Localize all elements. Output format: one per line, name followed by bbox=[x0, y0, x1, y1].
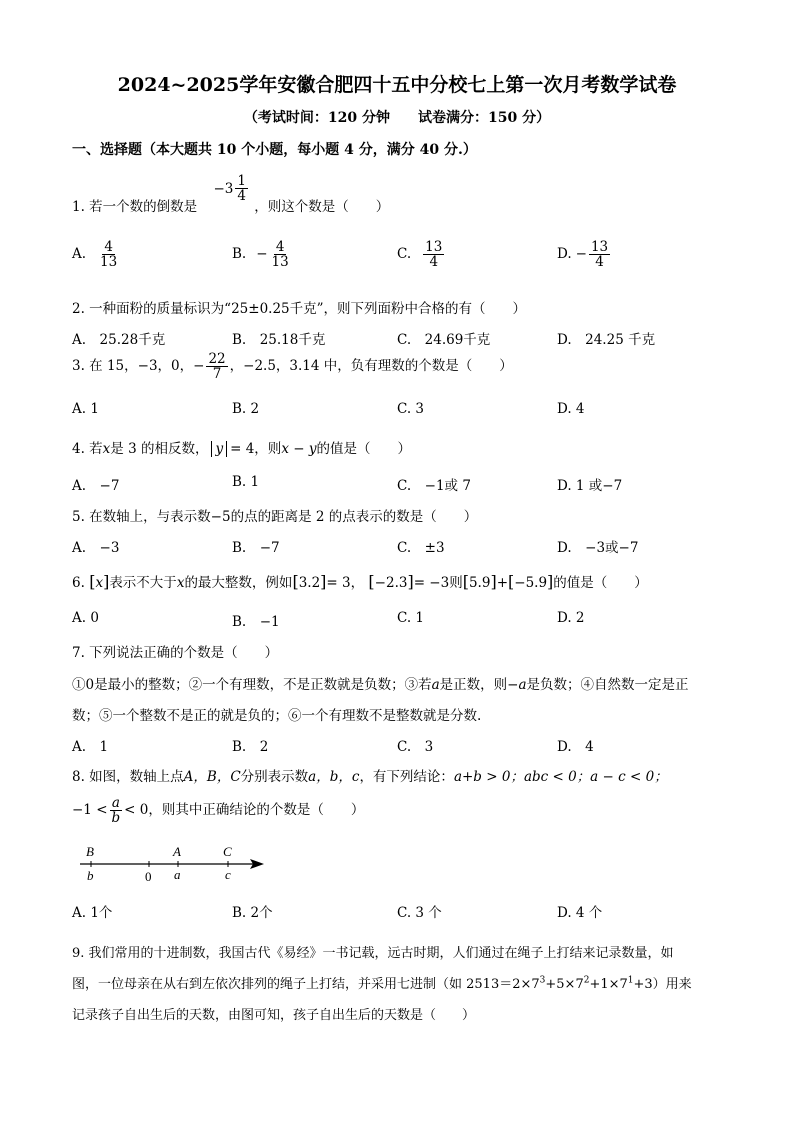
q7-option-d: D. 4 bbox=[557, 739, 594, 755]
q5-option-a: A. −3 bbox=[72, 540, 120, 556]
question-4: 4. 若x是 3 的相反数， y = 4，则x − y的值是（ ） bbox=[72, 441, 411, 457]
question-3: 3. 在 15，−3，0，− $\frac{22}{7}$ ，−2.5，3.14 中，负有理数的个数是（ ） bbox=[72, 351, 513, 383]
label-C: C bbox=[223, 844, 232, 859]
exam-info bbox=[0, 107, 794, 127]
q7-statements-line1: ①0是最小的整数；②一个有理数，不是正数就是负数；③若a是正数，则−a是负数；④自然数一定是正 bbox=[72, 677, 689, 693]
question-6: 6. [x]表示不大于x的最大整数，例如[3.2]= 3， [−2.3]= −3则[5.9]+[−5.9]的值是（ ） bbox=[72, 572, 648, 591]
label-a: a bbox=[174, 867, 181, 882]
q1-option-a: A. $\frac{4}{13}$ bbox=[72, 239, 118, 271]
label-c: c bbox=[225, 867, 231, 882]
q3-option-b: B. 2 bbox=[232, 401, 260, 417]
exam-score: 试卷满分：150 分） bbox=[418, 110, 551, 126]
mixed-number: −3 $\frac{1}{4}$ bbox=[213, 173, 246, 205]
q1-option-c: C. $\frac{13}{4}$ bbox=[397, 239, 443, 271]
q8-option-d: D. 4 个 bbox=[557, 905, 603, 921]
q1-option-d: D. − $\frac{13}{4}$ bbox=[557, 239, 609, 271]
q3-option-d: D. 4 bbox=[557, 401, 585, 417]
q7-option-c: C. 3 bbox=[397, 739, 434, 755]
q8-option-b: B. 2个 bbox=[232, 905, 273, 921]
question-8: 8. 如图，数轴上点A，B，C分别表示数a，b，c，有下列结论：a+b > 0；abc < 0；a − c < 0； bbox=[72, 769, 668, 785]
label-A: A bbox=[173, 844, 181, 859]
section-heading: 一、选择题（本大题共 10 个小题，每小题 4 分，满分 40 分.） bbox=[72, 142, 477, 158]
q2-option-c: C. 24.69千克 bbox=[397, 332, 491, 348]
question-5: 5. 在数轴上，与表示数−5的点的距离是 2 的点表示的数是（ ） bbox=[72, 509, 478, 525]
question-1: 1. 若一个数的倒数是 −3 $\frac{1}{4}$ ，则这个数是（ ） bbox=[72, 173, 390, 215]
q5-option-b: B. −7 bbox=[232, 540, 280, 556]
label-b: b bbox=[87, 868, 94, 883]
q4-option-b: B. 1 bbox=[232, 474, 260, 490]
q8-option-c: C. 3 个 bbox=[397, 905, 442, 921]
q8-option-a: A. 1个 bbox=[72, 905, 113, 921]
q7-option-b: B. 2 bbox=[232, 739, 269, 755]
page-title: 2024~2025学年安徽合肥四十五中分校七上第一次月考数学试卷 bbox=[117, 74, 677, 96]
question-7: 7. 下列说法正确的个数是（ ） bbox=[72, 645, 279, 661]
q9-line2: 图，一位母亲在从右到左依次排列的绳子上打结，并采用七进制（如 $2513=2\times 7^3+5\times 7^2+1\times 7^1+3$）用来 bbox=[72, 975, 692, 992]
q6-option-b: B. −1 bbox=[232, 614, 280, 630]
q2-option-d: D. 24.25 千克 bbox=[557, 332, 656, 348]
q4-option-d: D. 1 或−7 bbox=[557, 478, 623, 494]
q5-option-d: D. −3或−7 bbox=[557, 540, 639, 556]
q3-option-a: A. 1 bbox=[72, 401, 99, 417]
q2-option-a: A. 25.28千克 bbox=[72, 332, 166, 348]
q9-line3: 记录孩子自出生后的天数，由图可知，孩子自出生后的天数是（ ） bbox=[72, 1008, 476, 1023]
q6-option-d: D. 2 bbox=[557, 610, 585, 626]
q6-option-c: C. 1 bbox=[397, 610, 425, 626]
q7-statements-line2: 数；⑤一个整数不是正的就是负的；⑥一个有理数不是整数就是分数. bbox=[72, 708, 482, 724]
q8-line2: −1 < $\frac{a}{b}$ < 0，则其中正确结论的个数是（ ） bbox=[72, 795, 365, 827]
question-9: 9. 我们常用的十进制数，我国古代《易经》一书记载，远古时期，人们通过在绳子上打结来记录数量，如 bbox=[72, 946, 674, 961]
label-zero: 0 bbox=[145, 869, 152, 884]
q4-option-c: C. −1或 7 bbox=[397, 478, 471, 494]
q3-option-c: C. 3 bbox=[397, 401, 425, 417]
q7-option-a: A. 1 bbox=[72, 739, 109, 755]
label-B: B bbox=[86, 844, 94, 859]
number-line-figure bbox=[78, 842, 278, 887]
q5-option-c: C. ±3 bbox=[397, 540, 445, 556]
question-2: 2. 一种面粉的质量标识为“25±0.25千克”，则下列面粉中合格的有（ ） bbox=[72, 301, 527, 317]
exam-time: （考试时间：120 分钟 bbox=[243, 110, 390, 126]
q2-option-b: B. 25.18千克 bbox=[232, 332, 326, 348]
q4-option-a: A. −7 bbox=[72, 478, 120, 494]
q1-option-b: B. − $\frac{4}{13}$ bbox=[232, 239, 289, 271]
q6-option-a: A. 0 bbox=[72, 610, 99, 626]
